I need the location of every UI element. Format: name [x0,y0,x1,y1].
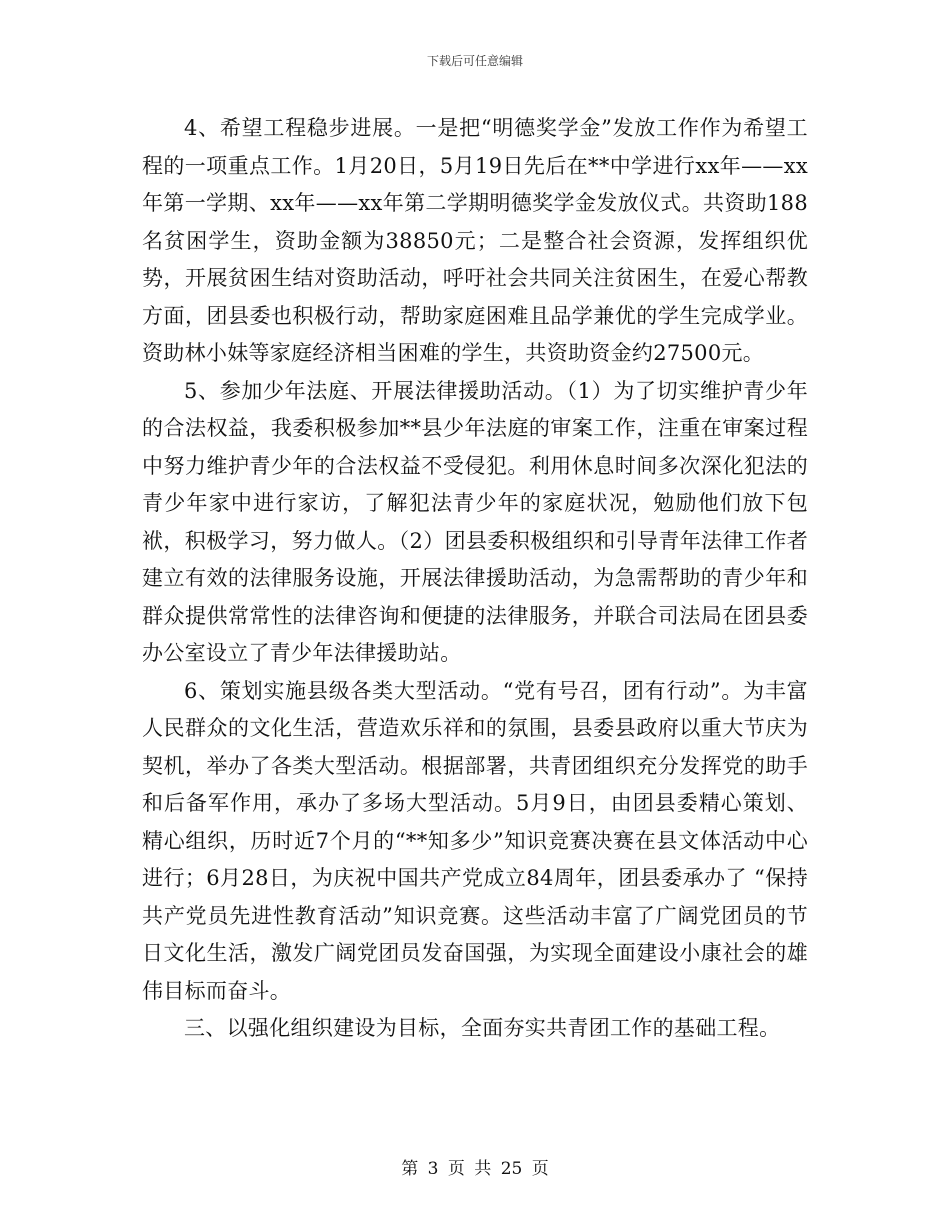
paragraph-section-three-heading: 三、以强化组织建设为目标，全面夯实共青团工作的基础工程。 [184,1016,781,1040]
paragraph-county-activities: 6、策划实施县级各类大型活动。“党有号召，团有行动”。为丰富人民群众的文化生活，营造欢乐祥和的氛围，县委县政府以重大节庆为契机，举办了各类大型活动。根据部署，共青团组织充分发挥党的助手和后备军作用，承办了多场大型活动。5月9日，由团县委精心策划、精心组织，历时近7个月的“**知多少”知识竞赛决赛在县文体活动中心进行；6月28日，为庆祝中国共产党成立84周年，团县委承办了 “保持共产党员先进性教育活动”知识竞赛。这些活动丰富了广阔党团员的节日文化生活，激发广阔党团员发奋国强，为实现全面建设小康社会的雄伟目标而奋斗。 [142,678,808,1003]
document-body [142,110,808,1048]
page-header: 下载后可任意编辑 [426,54,523,68]
page-footer: 第 3 页 共 25 页 [401,1159,549,1179]
paragraph-hope-project: 4、希望工程稳步进展。一是把“明德奖学金”发放工作作为希望工程的一项重点工作。1月20日，5月19日先后在**中学进行xx年——xx年第一学期、xx年——xx年第二学期明德奖学金发放仪式。共资助188名贫困学生，资助金额为38850元；二是整合社会资源，发挥组织优势，开展贫困生结对资助活动，呼吁社会共同关注贫困生，在爱心帮教方面，团县委也积极行动，帮助家庭困难且品学兼优的学生完成学业。资助林小妹等家庭经济相当困难的学生，共资助资金约27500元。 [142,116,808,365]
paragraph-juvenile-court: 5、参加少年法庭、开展法律援助活动。（1）为了切实维护青少年的合法权益，我委积极参加**县少年法庭的审案工作，注重在审案过程中努力维护青少年的合法权益不受侵犯。利用休息时间多次深化犯法的青少年家中进行家访，了解犯法青少年的家庭状况，勉励他们放下包袱，积极学习，努力做人。（2）团县委积极组织和引导青年法律工作者建立有效的法律服务设施，开展法律援助活动，为急需帮助的青少年和群众提供常常性的法律咨询和便捷的法律服务，并联合司法局在团县委办公室设立了青少年法律援助站。 [142,378,808,665]
